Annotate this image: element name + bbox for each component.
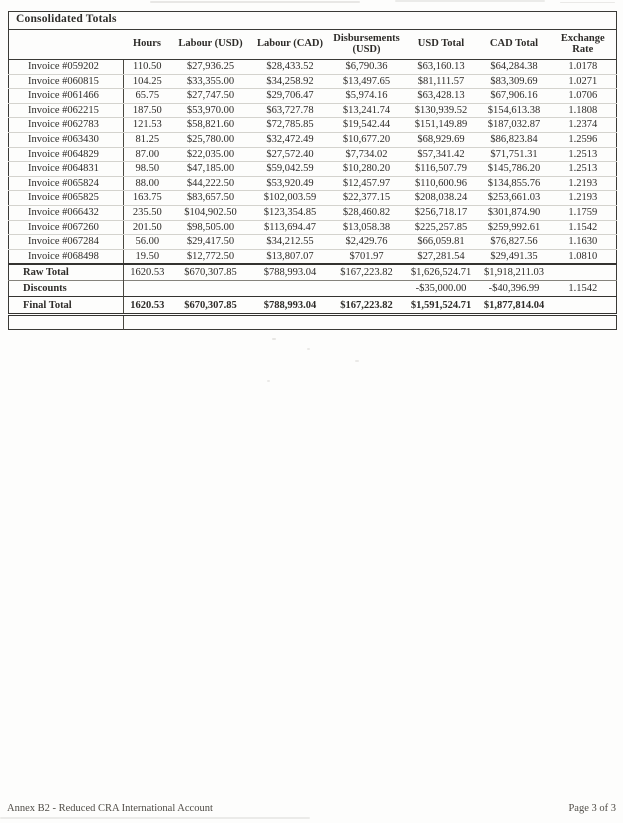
invoice-label-cell: Invoice #062783	[9, 118, 124, 133]
invoice-label-cell: Invoice #063430	[9, 132, 124, 147]
invoice-row	[9, 249, 617, 264]
invoice-label-cell: Invoice #066432	[9, 205, 124, 220]
invoice-row	[9, 220, 617, 235]
scan-smudge	[560, 2, 615, 3]
cad-total-cell: $76,827.56	[479, 235, 550, 250]
labour-cad-cell: $123,354.85	[251, 205, 330, 220]
scan-speck	[307, 348, 310, 350]
usd-total-cell: $116,507.79	[404, 162, 479, 177]
hours-cell: 81.25	[124, 132, 171, 147]
labour-usd-cell: $22,035.00	[171, 147, 251, 162]
cad-total-cell: $259,992.61	[479, 220, 550, 235]
exchange-rate-cell: 1.1542	[550, 281, 617, 297]
empty-row	[9, 315, 617, 330]
hours-cell: 56.00	[124, 235, 171, 250]
final-total-row	[9, 297, 617, 315]
labour-cad-cell: $29,706.47	[251, 89, 330, 104]
disbursements-usd-cell: $10,280.20	[330, 162, 404, 177]
usd-total-cell: $57,341.42	[404, 147, 479, 162]
cad-total-cell: $83,309.69	[479, 74, 550, 89]
labour-usd-cell: $25,780.00	[171, 132, 251, 147]
cad-total-cell: $187,032.87	[479, 118, 550, 133]
invoice-label-cell: Invoice #064831	[9, 162, 124, 177]
invoice-row	[9, 74, 617, 89]
cad-total-cell: $1,877,814.04	[479, 297, 550, 315]
labour-usd-cell	[171, 281, 251, 297]
exchange-rate-cell: 1.0178	[550, 60, 617, 75]
exchange-rate-cell: 1.2193	[550, 176, 617, 191]
labour-cad-cell: $788,993.04	[251, 297, 330, 315]
scan-smudge	[395, 0, 545, 2]
exchange-rate-cell: 1.1759	[550, 205, 617, 220]
exchange-rate-cell: 1.2374	[550, 118, 617, 133]
header-labour-usd: Labour (USD)	[171, 30, 251, 60]
hours-cell: 104.25	[124, 74, 171, 89]
usd-total-cell: $110,600.96	[404, 176, 479, 191]
labour-usd-cell: $670,307.85	[171, 297, 251, 315]
scan-speck	[272, 338, 276, 340]
labour-cad-cell: $63,727.78	[251, 103, 330, 118]
labour-cad-cell: $53,920.49	[251, 176, 330, 191]
invoice-row	[9, 205, 617, 220]
hours-cell: 201.50	[124, 220, 171, 235]
exchange-rate-cell: 1.2193	[550, 191, 617, 206]
hours-cell: 87.00	[124, 147, 171, 162]
invoice-label-cell: Invoice #068498	[9, 249, 124, 264]
labour-cad-cell: $13,807.07	[251, 249, 330, 264]
cad-total-cell: $1,918,211.03	[479, 264, 550, 281]
hours-cell: 163.75	[124, 191, 171, 206]
exchange-rate-cell: 1.0706	[550, 89, 617, 104]
scan-smudge	[150, 1, 360, 3]
disbursements-usd-cell: $701.97	[330, 249, 404, 264]
disbursements-usd-cell	[330, 281, 404, 297]
hours-cell: 110.50	[124, 60, 171, 75]
invoice-row	[9, 191, 617, 206]
labour-usd-cell: $98,505.00	[171, 220, 251, 235]
header-hours: Hours	[124, 30, 171, 60]
usd-total-cell: $208,038.24	[404, 191, 479, 206]
labour-cad-cell	[251, 281, 330, 297]
labour-usd-cell: $58,821.60	[171, 118, 251, 133]
hours-cell: 235.50	[124, 205, 171, 220]
exchange-rate-cell: 1.2596	[550, 132, 617, 147]
exchange-rate-cell: 1.0810	[550, 249, 617, 264]
header-disbursements-usd: Disbursements (USD)	[330, 30, 404, 60]
labour-usd-cell: $47,185.00	[171, 162, 251, 177]
scan-speck	[355, 360, 359, 362]
cad-total-cell: $134,855.76	[479, 176, 550, 191]
consolidated-totals-table	[8, 11, 617, 330]
labour-usd-cell: $670,307.85	[171, 264, 251, 281]
table-title: Consolidated Totals	[9, 12, 617, 30]
scan-smudge	[0, 817, 310, 819]
disbursements-usd-cell: $167,223.82	[330, 264, 404, 281]
disbursements-usd-cell: $22,377.15	[330, 191, 404, 206]
hours-cell: 121.53	[124, 118, 171, 133]
disbursements-usd-cell: $2,429.76	[330, 235, 404, 250]
labour-usd-cell: $12,772.50	[171, 249, 251, 264]
final-total-label: Final Total	[9, 297, 124, 315]
cad-total-cell: $64,284.38	[479, 60, 550, 75]
hours-cell: 1620.53	[124, 264, 171, 281]
cad-total-cell: -$40,396.99	[479, 281, 550, 297]
disbursements-usd-cell: $13,497.65	[330, 74, 404, 89]
exchange-rate-cell	[550, 264, 617, 281]
cad-total-cell: $253,661.03	[479, 191, 550, 206]
hours-cell: 1620.53	[124, 297, 171, 315]
disbursements-usd-cell: $13,241.74	[330, 103, 404, 118]
labour-cad-cell: $27,572.40	[251, 147, 330, 162]
exchange-rate-cell: 1.2513	[550, 147, 617, 162]
cad-total-cell: $154,613.38	[479, 103, 550, 118]
discounts-label: Discounts	[9, 281, 124, 297]
usd-total-cell: $68,929.69	[404, 132, 479, 147]
usd-total-cell: $151,149.89	[404, 118, 479, 133]
footer-annex-label: Annex B2 - Reduced CRA International Account	[7, 803, 213, 814]
invoice-label-cell: Invoice #067260	[9, 220, 124, 235]
exchange-rate-cell: 1.1542	[550, 220, 617, 235]
invoice-row	[9, 162, 617, 177]
invoice-row	[9, 176, 617, 191]
raw-total-label: Raw Total	[9, 264, 124, 281]
usd-total-cell: $66,059.81	[404, 235, 479, 250]
labour-usd-cell: $29,417.50	[171, 235, 251, 250]
invoice-label-cell: Invoice #065824	[9, 176, 124, 191]
header-exchange-rate: Exchange Rate	[550, 30, 617, 60]
invoice-label-cell: Invoice #065825	[9, 191, 124, 206]
invoice-label-cell: Invoice #061466	[9, 89, 124, 104]
table-title-row	[9, 12, 617, 30]
disbursements-usd-cell: $13,058.38	[330, 220, 404, 235]
disbursements-usd-cell: $12,457.97	[330, 176, 404, 191]
disbursements-usd-cell: $7,734.02	[330, 147, 404, 162]
invoice-label-cell: Invoice #060815	[9, 74, 124, 89]
hours-cell	[124, 281, 171, 297]
invoice-row	[9, 103, 617, 118]
invoice-label-cell: Invoice #062215	[9, 103, 124, 118]
labour-usd-cell: $27,747.50	[171, 89, 251, 104]
hours-cell: 98.50	[124, 162, 171, 177]
exchange-rate-cell: 1.0271	[550, 74, 617, 89]
usd-total-cell: $27,281.54	[404, 249, 479, 264]
cad-total-cell: $29,491.35	[479, 249, 550, 264]
labour-usd-cell: $53,970.00	[171, 103, 251, 118]
hours-cell: 88.00	[124, 176, 171, 191]
disbursements-usd-cell: $10,677.20	[330, 132, 404, 147]
exchange-rate-cell: 1.1630	[550, 235, 617, 250]
usd-total-cell: $63,160.13	[404, 60, 479, 75]
discounts-row	[9, 281, 617, 297]
exchange-rate-cell: 1.2513	[550, 162, 617, 177]
header-usd-total: USD Total	[404, 30, 479, 60]
labour-cad-cell: $32,472.49	[251, 132, 330, 147]
labour-cad-cell: $28,433.52	[251, 60, 330, 75]
usd-total-cell: $130,939.52	[404, 103, 479, 118]
labour-usd-cell: $104,902.50	[171, 205, 251, 220]
usd-total-cell: -$35,000.00	[404, 281, 479, 297]
cad-total-cell: $67,906.16	[479, 89, 550, 104]
labour-usd-cell: $27,936.25	[171, 60, 251, 75]
hours-cell: 19.50	[124, 249, 171, 264]
usd-total-cell: $256,718.17	[404, 205, 479, 220]
hours-cell: 187.50	[124, 103, 171, 118]
cad-total-cell: $145,786.20	[479, 162, 550, 177]
invoice-label-cell: Invoice #067284	[9, 235, 124, 250]
disbursements-usd-cell: $5,974.16	[330, 89, 404, 104]
labour-cad-cell: $113,694.47	[251, 220, 330, 235]
labour-cad-cell: $72,785.85	[251, 118, 330, 133]
labour-cad-cell: $34,258.92	[251, 74, 330, 89]
exchange-rate-cell: 1.1808	[550, 103, 617, 118]
labour-cad-cell: $102,003.59	[251, 191, 330, 206]
invoice-row	[9, 235, 617, 250]
disbursements-usd-cell: $167,223.82	[330, 297, 404, 315]
labour-cad-cell: $788,993.04	[251, 264, 330, 281]
disbursements-usd-cell: $19,542.44	[330, 118, 404, 133]
invoice-label-cell: Invoice #064829	[9, 147, 124, 162]
disbursements-usd-cell: $28,460.82	[330, 205, 404, 220]
exchange-rate-cell	[550, 297, 617, 315]
labour-usd-cell: $33,355.00	[171, 74, 251, 89]
labour-usd-cell: $44,222.50	[171, 176, 251, 191]
header-labour-cad: Labour (CAD)	[251, 30, 330, 60]
header-invoice	[9, 30, 124, 60]
usd-total-cell: $225,257.85	[404, 220, 479, 235]
usd-total-cell: $63,428.13	[404, 89, 479, 104]
invoice-row	[9, 132, 617, 147]
invoice-row	[9, 118, 617, 133]
invoice-row	[9, 89, 617, 104]
labour-cad-cell: $34,212.55	[251, 235, 330, 250]
invoice-label-cell: Invoice #059202	[9, 60, 124, 75]
labour-cad-cell: $59,042.59	[251, 162, 330, 177]
cad-total-cell: $71,751.31	[479, 147, 550, 162]
header-cad-total: CAD Total	[479, 30, 550, 60]
usd-total-cell: $1,626,524.71	[404, 264, 479, 281]
raw-total-row	[9, 264, 617, 281]
usd-total-cell: $81,111.57	[404, 74, 479, 89]
cad-total-cell: $86,823.84	[479, 132, 550, 147]
table-header-row	[9, 30, 617, 60]
invoice-row	[9, 60, 617, 75]
labour-usd-cell: $83,657.50	[171, 191, 251, 206]
hours-cell: 65.75	[124, 89, 171, 104]
invoice-row	[9, 147, 617, 162]
footer-page-number: Page 3 of 3	[568, 803, 616, 814]
scan-speck	[267, 380, 270, 382]
cad-total-cell: $301,874.90	[479, 205, 550, 220]
disbursements-usd-cell: $6,790.36	[330, 60, 404, 75]
usd-total-cell: $1,591,524.71	[404, 297, 479, 315]
